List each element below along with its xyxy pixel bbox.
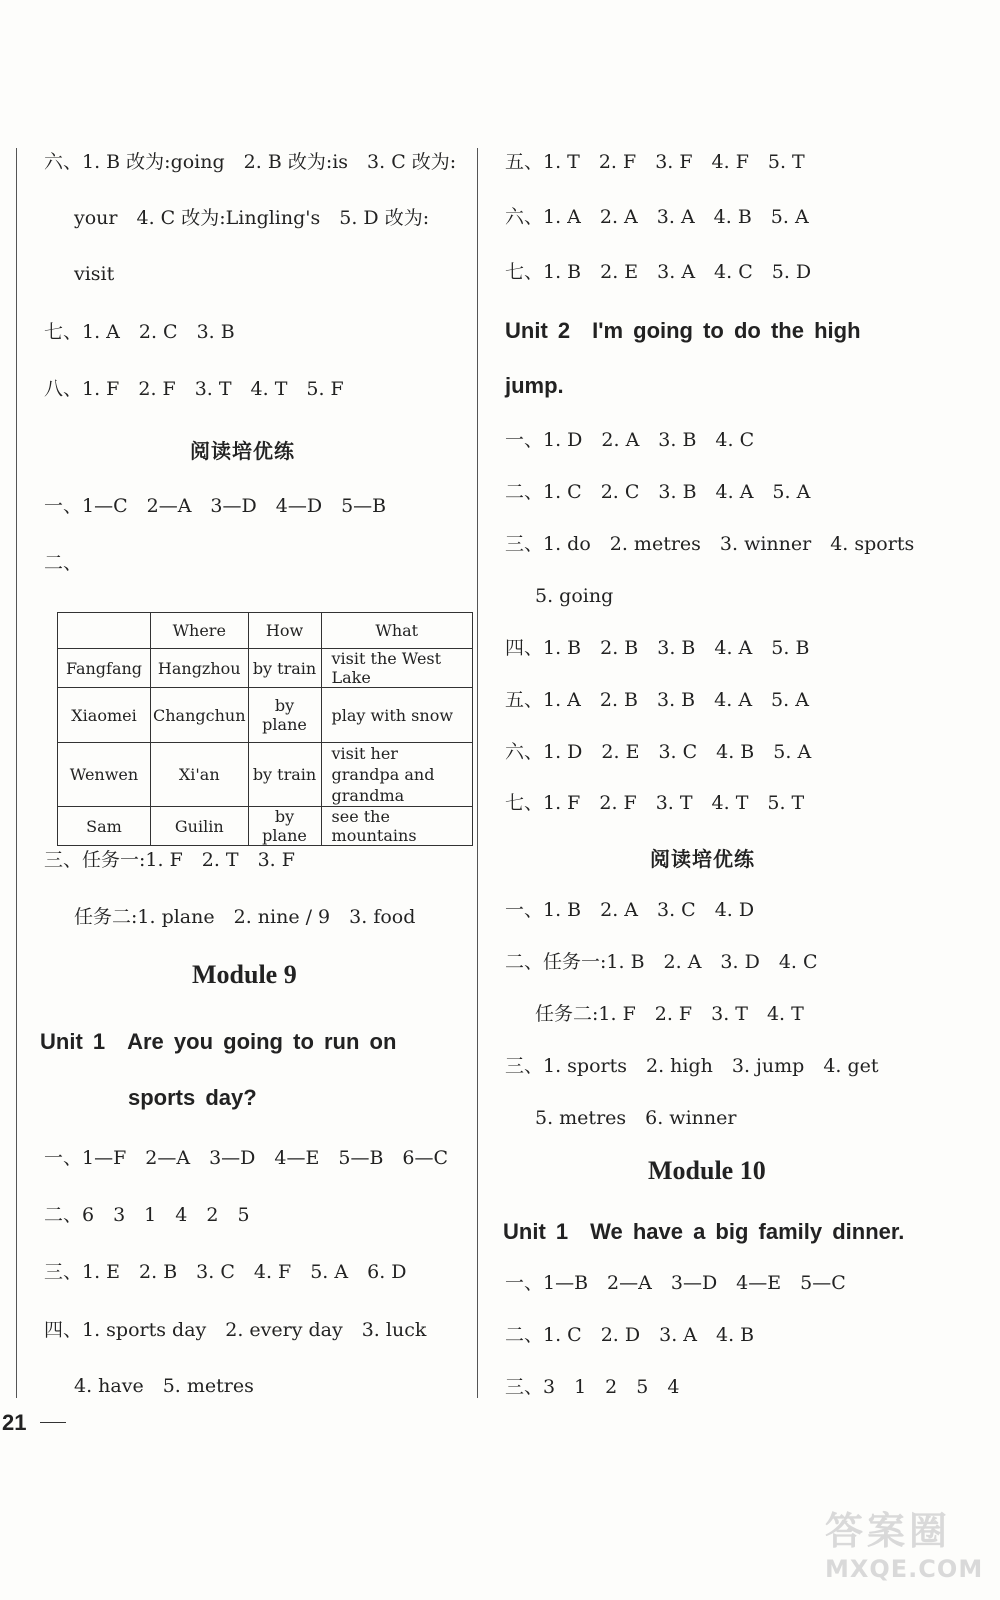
answer-line: 二、任务一:1. B 2. A 3. D 4. C xyxy=(505,951,818,973)
table-cell: Guilin xyxy=(151,807,249,846)
answer-line: 二、1. C 2. C 3. B 4. A 5. A xyxy=(505,481,811,503)
answer-line: 六、1. B 改为:going 2. B 改为:is 3. C 改为: xyxy=(44,151,457,173)
answer-line: 二、6 3 1 4 2 5 xyxy=(44,1204,250,1226)
answer-line: 七、1. F 2. F 3. T 4. T 5. T xyxy=(505,792,805,814)
table-cell: Wenwen xyxy=(58,743,151,807)
table-cell: What xyxy=(321,613,472,649)
table-cell: play with snow xyxy=(321,688,472,743)
table-row xyxy=(58,807,473,846)
page-number: 21 xyxy=(2,1410,27,1435)
answer-line: 任务二:1. F 2. F 3. T 4. T xyxy=(535,1003,804,1025)
table-cell: see the mountains xyxy=(321,807,472,846)
table-cell: Hangzhou xyxy=(151,649,249,688)
watermark-url: MXQE.COM xyxy=(825,1555,984,1583)
answer-line: 八、1. F 2. F 3. T 4. T 5. F xyxy=(44,378,344,400)
answer-line: 任务二:1. plane 2. nine / 9 3. food xyxy=(74,906,416,928)
unit-heading-continued: sports day? xyxy=(128,1085,257,1110)
answer-line: 5. metres 6. winner xyxy=(535,1107,737,1129)
table-row xyxy=(58,649,473,688)
answer-line: 四、1. B 2. B 3. B 4. A 5. B xyxy=(505,637,810,659)
answer-line: 一、1—C 2—A 3—D 4—D 5—B xyxy=(44,495,387,517)
answer-line: 二、 xyxy=(44,552,83,574)
unit-heading: Unit 1 We have a big family dinner. xyxy=(503,1219,905,1244)
answer-line: 四、1. sports day 2. every day 3. luck xyxy=(44,1319,427,1341)
answer-line: 5. going xyxy=(535,585,614,607)
answer-line: 六、1. A 2. A 3. A 4. B 5. A xyxy=(505,206,809,228)
answer-line: 一、1—B 2—A 3—D 4—E 5—C xyxy=(505,1272,846,1294)
answer-line: 五、1. T 2. F 3. F 4. F 5. T xyxy=(505,151,805,173)
table-row xyxy=(58,743,473,807)
answer-line: 二、1. C 2. D 3. A 4. B xyxy=(505,1324,755,1346)
answer-line: 三、1. sports 2. high 3. jump 4. get xyxy=(505,1055,879,1077)
table-header-row xyxy=(58,613,473,649)
table-cell: by train xyxy=(248,743,321,807)
answer-line: 一、1. D 2. A 3. B 4. C xyxy=(505,429,755,451)
answer-table xyxy=(57,612,473,846)
column-divider xyxy=(477,148,478,1398)
left-margin-line xyxy=(16,148,17,1398)
answer-line: 七、1. B 2. E 3. A 4. C 5. D xyxy=(505,261,812,283)
answer-line: your 4. C 改为:Lingling's 5. D 改为: xyxy=(74,207,430,229)
table-cell: How xyxy=(248,613,321,649)
module-heading: Module 9 xyxy=(192,960,297,989)
table-cell: by plane xyxy=(248,807,321,846)
answer-line: visit xyxy=(74,263,115,285)
table-cell: by train xyxy=(248,649,321,688)
table-cell: visit the West Lake xyxy=(321,649,472,688)
table-cell: Fangfang xyxy=(58,649,151,688)
table-cell: Changchun xyxy=(151,688,249,743)
unit-heading: Unit 1 Are you going to run on xyxy=(40,1029,397,1054)
answer-line: 4. have 5. metres xyxy=(74,1375,254,1397)
answer-line: 三、任务一:1. F 2. T 3. F xyxy=(44,849,295,871)
answer-line: 五、1. A 2. B 3. B 4. A 5. A xyxy=(505,689,809,711)
answer-line: 一、1—F 2—A 3—D 4—E 5—B 6—C xyxy=(44,1147,449,1169)
answer-line: 七、1. A 2. C 3. B xyxy=(44,321,235,343)
table-cell: visit her grandpa and grandma xyxy=(321,743,472,807)
page-number-rule xyxy=(40,1422,66,1423)
table-row xyxy=(58,688,473,743)
table-cell: Where xyxy=(151,613,249,649)
table-cell: Xi'an xyxy=(151,743,249,807)
section-title-reading: 阅读培优练 xyxy=(190,439,295,463)
unit-heading: Unit 2 I'm going to do the high xyxy=(505,318,861,343)
table-cell: Xiaomei xyxy=(58,688,151,743)
watermark xyxy=(825,1500,983,1583)
answer-line: 三、3 1 2 5 4 xyxy=(505,1376,680,1398)
watermark-logo-text: 答案圈 xyxy=(825,1509,952,1553)
module-heading: Module 10 xyxy=(648,1156,766,1185)
section-title-reading: 阅读培优练 xyxy=(650,847,755,871)
answer-line: 六、1. D 2. E 3. C 4. B 5. A xyxy=(505,741,812,763)
unit-heading-continued: jump. xyxy=(505,373,564,398)
answer-line: 三、1. do 2. metres 3. winner 4. sports xyxy=(505,533,915,555)
answer-line: 一、1. B 2. A 3. C 4. D xyxy=(505,899,755,921)
table-cell: by plane xyxy=(248,688,321,743)
table-cell xyxy=(58,613,151,649)
answer-line: 三、1. E 2. B 3. C 4. F 5. A 6. D xyxy=(44,1261,407,1283)
table-cell: Sam xyxy=(58,807,151,846)
